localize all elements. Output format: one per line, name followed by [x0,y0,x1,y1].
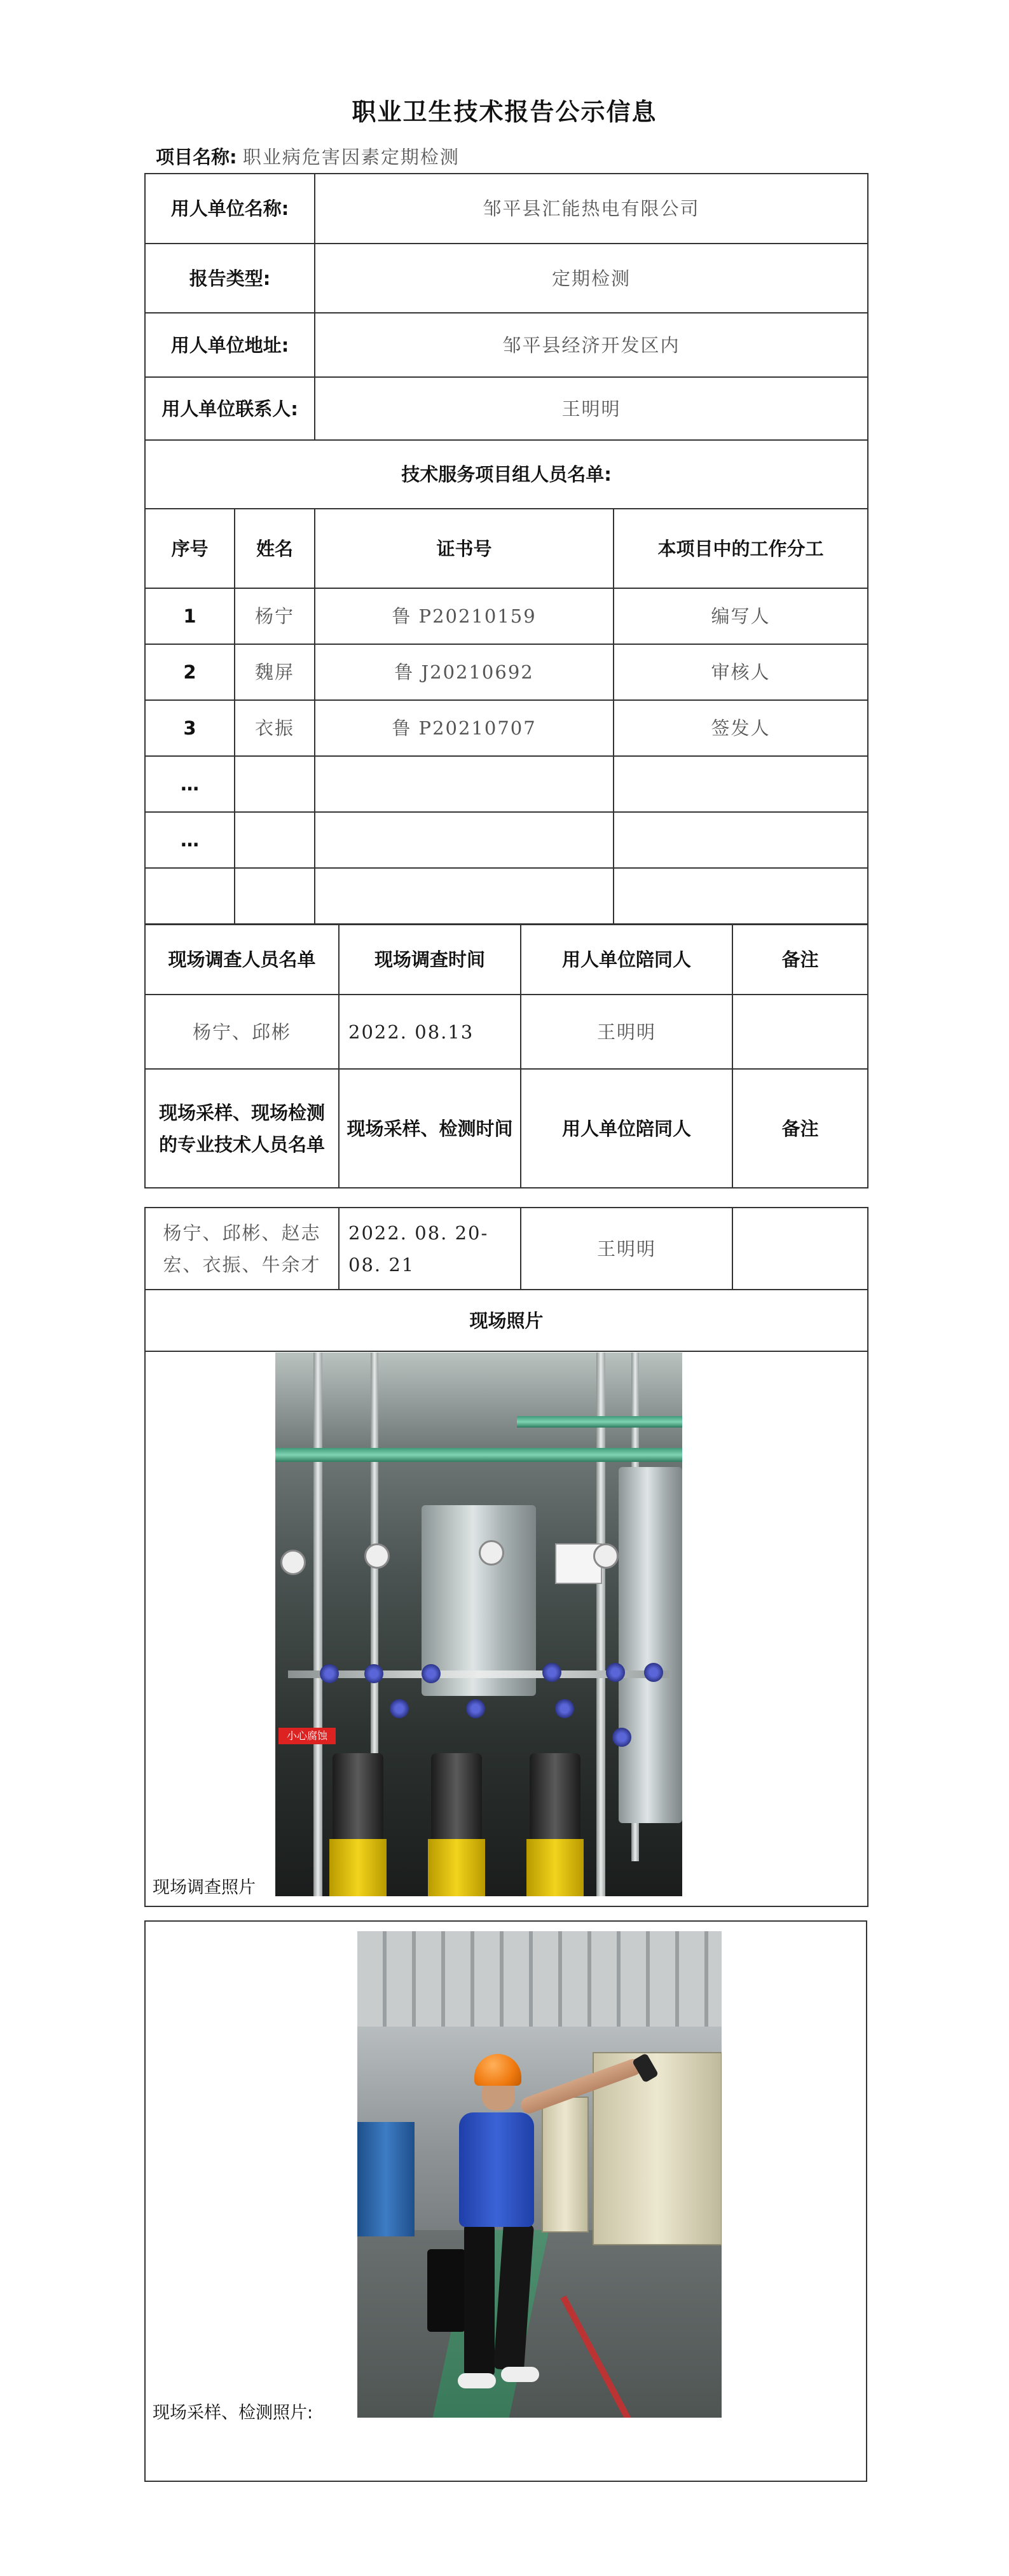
survey-escort-header: 用人单位陪同人 [521,925,732,995]
row-no [145,868,235,924]
row-no: … [145,756,235,812]
sampling-escort-header: 用人单位陪同人 [521,1069,732,1188]
sampling-note [732,1208,868,1290]
survey-time-header: 现场调查时间 [339,925,521,995]
project-label: 项目名称: [156,146,237,168]
row-role [614,756,868,812]
col-name-header: 姓名 [235,509,315,588]
row-role: 编写人 [614,588,868,644]
survey-escort: 王明明 [521,995,732,1069]
info-row [145,244,868,313]
row-no: … [145,812,235,868]
survey-row [145,995,868,1069]
survey-header-row [145,925,868,995]
row-name: 魏屏 [235,644,315,700]
survey-photo-caption: 现场调查照片 [153,1878,256,1898]
row-role: 审核人 [614,644,868,700]
row-no: 3 [145,700,235,756]
sampling-note-header: 备注 [732,1069,868,1188]
team-header-row [145,509,868,588]
survey-photo: 小心腐蚀 [275,1353,682,1896]
row-cert [315,868,614,924]
company-name-value: 邹平县汇能热电有限公司 [315,174,868,244]
contact-value: 王明明 [315,377,868,440]
sampling-date: 2022. 08. 20-08. 21 [339,1208,521,1290]
info-row [145,174,868,244]
survey-people: 杨宁、邱彬 [145,995,339,1069]
survey-table [144,924,868,1188]
sampling-people: 杨宁、邱彬、赵志宏、衣振、牛余才 [145,1208,339,1290]
row-cert [315,756,614,812]
survey-date: 2022. 08.13 [339,995,521,1069]
row-name [235,812,315,868]
row-role [614,812,868,868]
row-name: 衣振 [235,700,315,756]
row-role [614,868,868,924]
table-row [145,868,868,924]
report-type-value: 定期检测 [315,244,868,313]
sampling-photo [357,1931,722,2418]
col-cert-header: 证书号 [315,509,614,588]
table-row [145,700,868,756]
info-row [145,377,868,440]
row-cert [315,812,614,868]
info-table [144,173,868,925]
row-name: 杨宁 [235,588,315,644]
row-no: 1 [145,588,235,644]
sampling-row [145,1208,868,1290]
table-row [145,756,868,812]
survey-note-header: 备注 [732,925,868,995]
table-row [145,812,868,868]
project-value: 职业病危害因素定期检测 [242,146,460,168]
company-address-value: 邹平县经济开发区内 [315,313,868,377]
row-cert: 鲁 P20210707 [315,700,614,756]
sampling-time-header: 现场采样、检测时间 [339,1069,521,1188]
row-name [235,756,315,812]
col-no-header: 序号 [145,509,235,588]
survey-note [732,995,868,1069]
report-type-label: 报告类型: [145,244,315,313]
table-row [145,588,868,644]
sampling-header-row [145,1069,868,1188]
team-heading: 技术服务项目组人员名单: [145,440,868,509]
photos-heading: 现场照片 [145,1290,868,1351]
row-no: 2 [145,644,235,700]
sampling-escort: 王明明 [521,1208,732,1290]
project-line [156,143,460,169]
row-cert: 鲁 J20210692 [315,644,614,700]
row-cert: 鲁 P20210159 [315,588,614,644]
company-address-label: 用人单位地址: [145,313,315,377]
row-role: 签发人 [614,700,868,756]
contact-label: 用人单位联系人: [145,377,315,440]
survey-people-header: 现场调查人员名单 [145,925,339,995]
sampling-people-header: 现场采样、现场检测的专业技术人员名单 [145,1069,339,1188]
row-name [235,868,315,924]
info-row [145,313,868,377]
table-row [145,644,868,700]
company-name-label: 用人单位名称: [145,174,315,244]
col-role-header: 本项目中的工作分工 [614,509,868,588]
sampling-photo-caption: 现场采样、检测照片: [153,2403,313,2423]
page-title: 职业卫生技术报告公示信息 [352,98,657,126]
